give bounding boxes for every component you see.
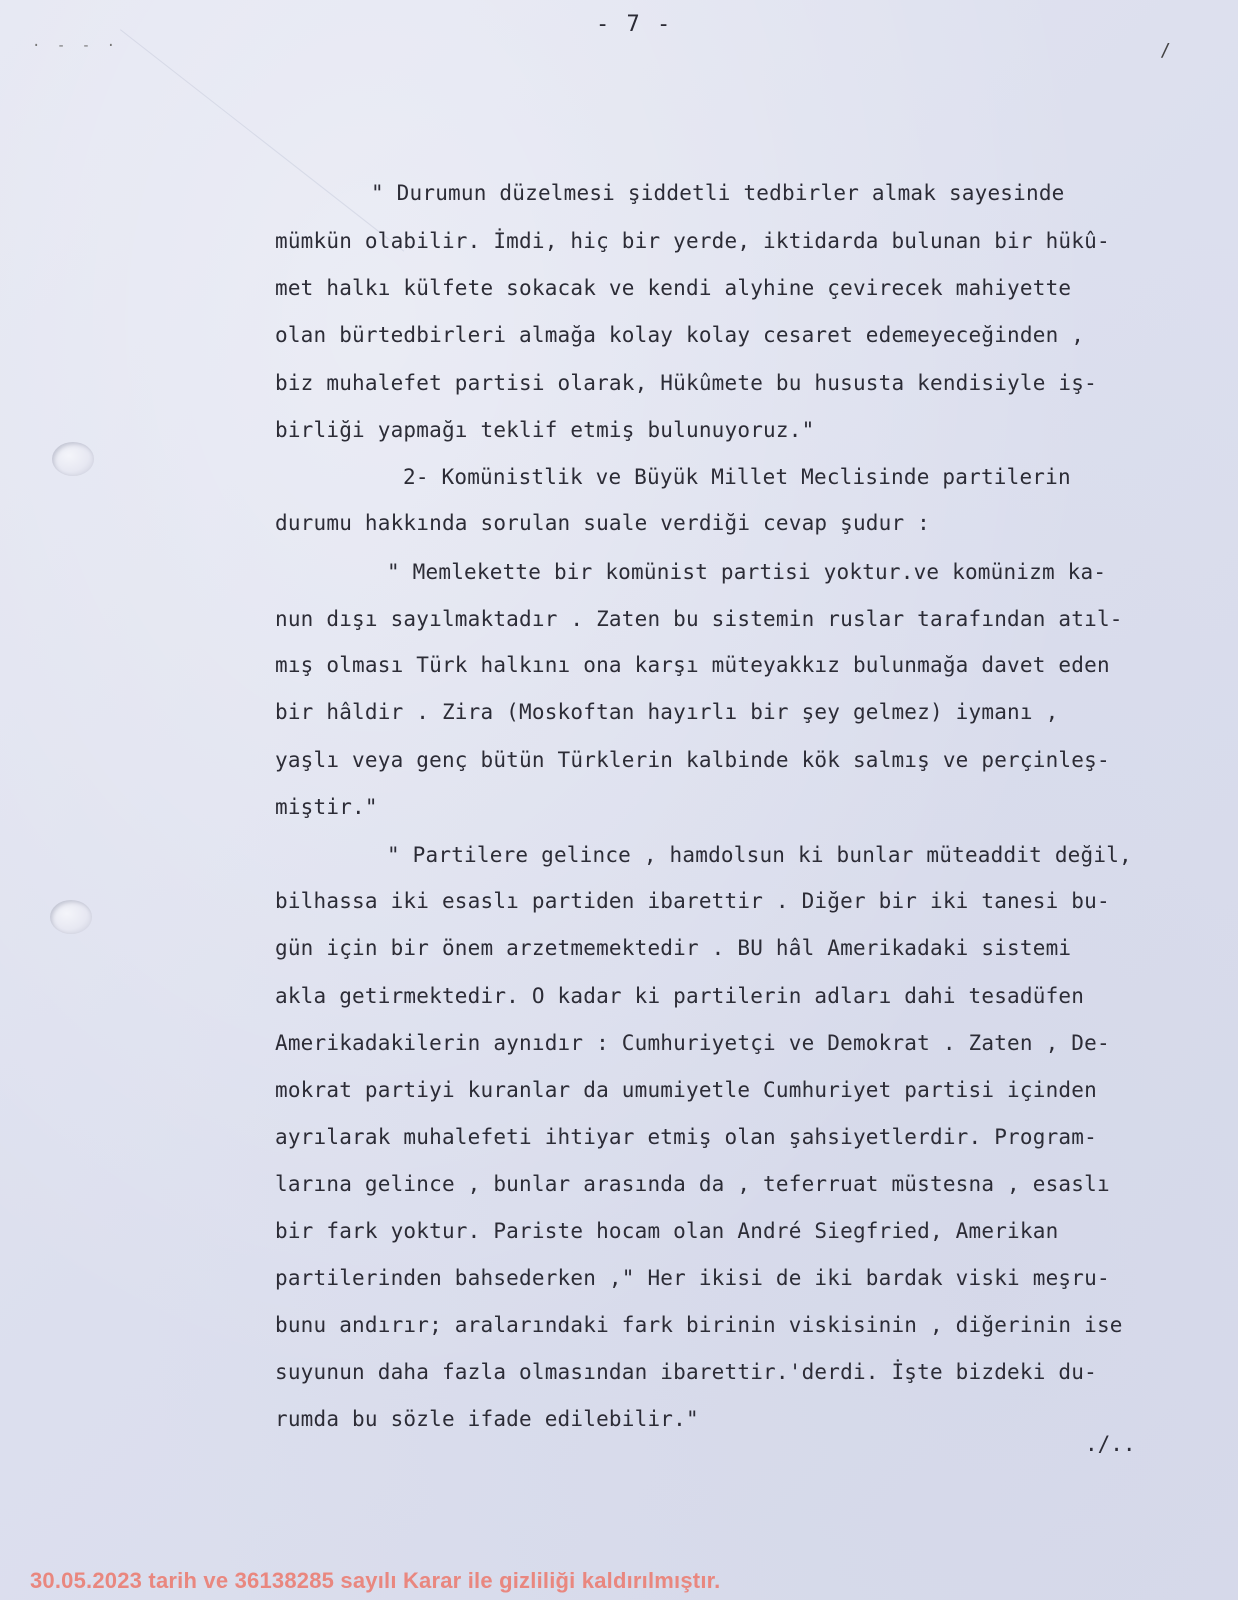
text-line: met halkı külfete sokacak ve kendi alyhine çevirecek mahiyette xyxy=(275,276,1072,300)
text-line: " Partilere gelince , hamdolsun ki bunlar müteaddit değil, xyxy=(387,843,1132,867)
text-line: larına gelince , bunlar arasında da , teferruat müstesna , esaslı xyxy=(275,1172,1110,1196)
text-line: mokrat partiyi kuranlar da umumiyetle Cumhuriyet partisi içinden xyxy=(275,1078,1097,1102)
typed-body-text xyxy=(275,0,1215,1431)
text-line: ayrılarak muhalefeti ihtiyar etmiş olan şahsiyetlerdir. Program- xyxy=(275,1125,1097,1149)
page-number: - 7 - xyxy=(596,12,673,37)
text-line: 2- Komünistlik ve Büyük Millet Meclisinde partilerin xyxy=(403,465,1071,489)
text-line: bir hâldir . Zira (Moskoftan hayırlı bir şey gelmez) iymanı , xyxy=(275,700,1059,724)
stray-marks: · - - · xyxy=(32,38,120,54)
text-line: suyunun daha fazla olmasından ibarettir.'derdi. İşte bizdeki du- xyxy=(275,1360,1097,1384)
text-line: " Memlekette bir komünist partisi yoktur.ve komünizm ka- xyxy=(387,560,1107,584)
corner-mark: / xyxy=(1160,40,1171,61)
text-line: Amerikadakilerin aynıdır : Cumhuriyetçi ve Demokrat . Zaten , De- xyxy=(275,1031,1110,1055)
text-line: bir fark yoktur. Pariste hocam olan André Siegfried, Amerikan xyxy=(275,1219,1059,1243)
text-line: birliği yapmağı teklif etmiş bulunuyoruz." xyxy=(275,418,815,442)
text-line: partilerinden bahsederken ," Her ikisi de iki bardak viski meşru- xyxy=(275,1266,1110,1290)
punch-hole-icon xyxy=(50,900,92,934)
text-line: gün için bir önem arzetmemektedir . BU hâl Amerikadaki sistemi xyxy=(275,936,1072,960)
punch-hole-icon xyxy=(52,442,94,476)
text-line: mümkün olabilir. İmdi, hiç bir yerde, iktidarda bulunan bir hükû- xyxy=(275,229,1110,253)
text-line: akla getirmektedir. O kadar ki partilerin adları dahi tesadüfen xyxy=(275,984,1085,1008)
continuation-mark: ./.. xyxy=(1085,1432,1136,1456)
text-line: miştir." xyxy=(275,795,378,819)
text-line: bunu andırır; aralarındaki fark birinin viskisinin , diğerinin ise xyxy=(275,1313,1123,1337)
text-line: nun dışı sayılmaktadır . Zaten bu sistemin ruslar tarafından atıl- xyxy=(275,607,1123,631)
text-line: mış olması Türk halkını ona karşı müteyakkız bulunmağa davet eden xyxy=(275,653,1110,677)
text-line: durumu hakkında sorulan suale verdiği cevap şudur : xyxy=(275,511,930,535)
declassification-stamp: 30.05.2023 tarih ve 36138285 sayılı Karar ile gizliliği kaldırılmıştır. xyxy=(30,1568,721,1593)
text-line: yaşlı veya genç bütün Türklerin kalbinde kök salmış ve perçinleş- xyxy=(275,748,1110,772)
text-line: biz muhalefet partisi olarak, Hükûmete bu hususta kendisiyle iş- xyxy=(275,371,1097,395)
text-line: bilhassa iki esaslı partiden ibarettir . Diğer bir iki tanesi bu- xyxy=(275,889,1110,913)
text-line: " Durumun düzelmesi şiddetli tedbirler almak sayesinde xyxy=(371,181,1065,205)
text-line: olan bürtedbirleri almağa kolay kolay cesaret edemeyeceğinden , xyxy=(275,323,1085,347)
text-line: rumda bu sözle ifade edilebilir." xyxy=(275,1407,699,1431)
